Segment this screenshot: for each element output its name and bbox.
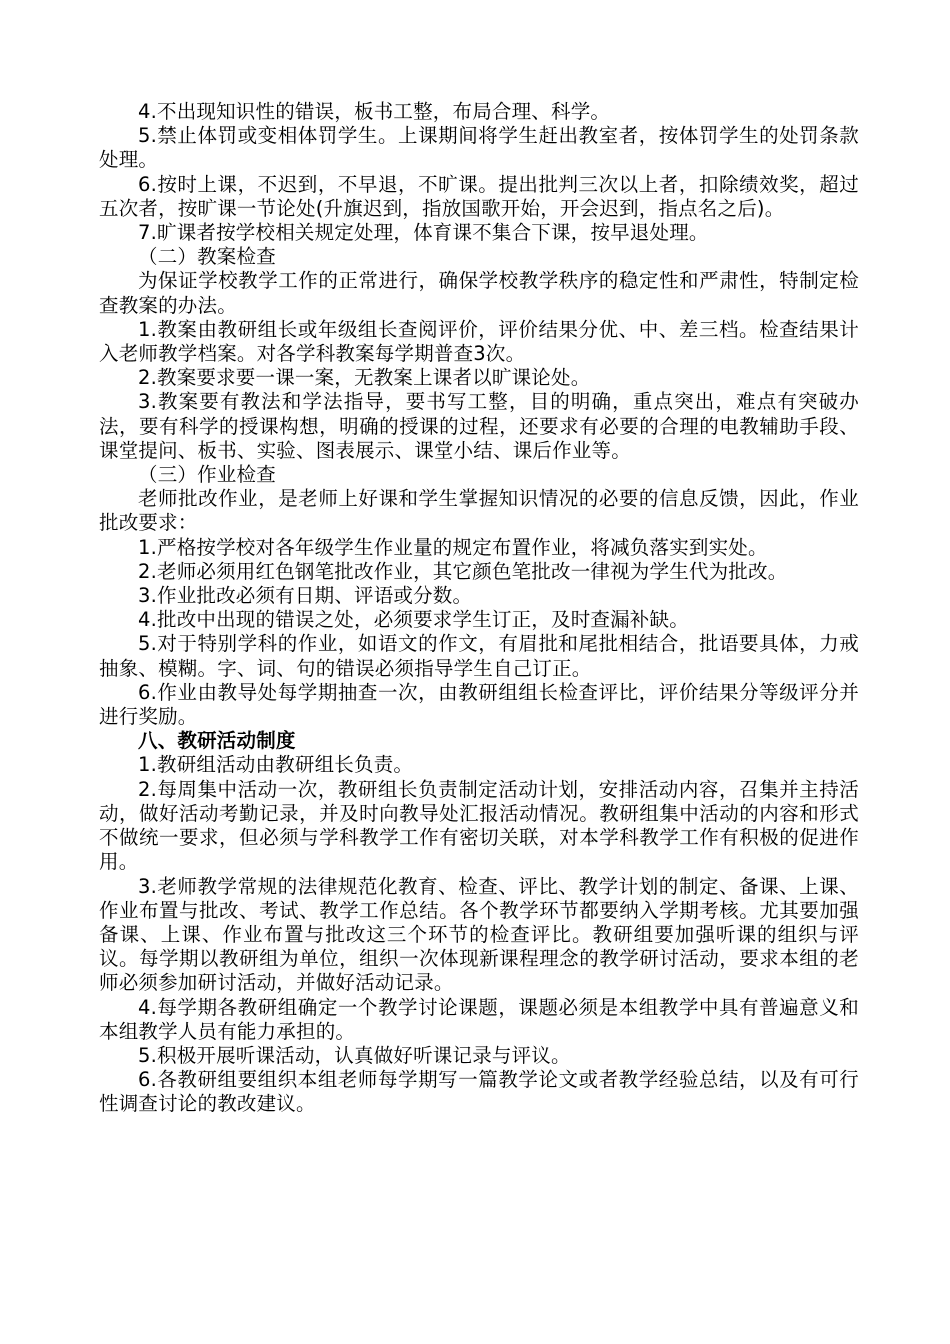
paragraph: 4.批改中出现的错误之处，必须要求学生订正，及时查漏补缺。 xyxy=(138,608,689,632)
paragraph: 6.各教研组要组织本组老师每学期写一篇教学论文或者教学经验总结，以及有可行性调查讨论的教改建议。 xyxy=(99,1068,859,1116)
paragraph: 1.教案由教研组长或年级组长查阅评价，评价结果分优、中、差三档。检查结果计入老师教学档案。对各学科教案每学期普查3次。 xyxy=(99,317,859,366)
paragraph: 7.旷课者按学校相关规定处理，体育课不集合下课，按早退处理。 xyxy=(138,221,709,245)
paragraph: 3.教案要有教法和学法指导，要书写工整，目的明确，重点突出，难点有突破办法，要有科学的授课构想，明确的授课的过程，还要求有必要的合理的电教辅助手段、课堂提问、板书、实验、图表展示、课堂小结、课后作业等。 xyxy=(99,390,859,462)
paragraph: 6.按时上课，不迟到，不早退，不旷课。提出批判三次以上者，扣除绩效奖，超过五次者，按旷课一节论处(升旗迟到，指放国歌开始，开会迟到，指点名之后)。 xyxy=(99,172,859,220)
paragraph: 2.老师必须用红色钢笔批改作业，其它颜色笔批改一律视为学生代为批改。 xyxy=(138,559,788,583)
paragraph: 6.作业由教导处每学期抽查一次，由教研组组长检查评比，评价结果分等级评分并进行奖励。 xyxy=(99,680,859,729)
document-page xyxy=(99,100,859,1117)
paragraph: 2.每周集中活动一次，教研组长负责制定活动计划，安排活动内容，召集并主持活动，做好活动考勤记录，并及时向教导处汇报活动情况。教研组集中活动的内容和形式不做统一要求，但必须与学科教学工作有密切关联，对本学科教学工作有积极的促进作用。 xyxy=(99,777,859,874)
paragraph: 3.老师教学常规的法律规范化教育、检查、评比、教学计划的制定、备课、上课、作业布置与批改、考试、教学工作总结。各个教学环节都要纳入学期考核。尤其要加强备课、上课、作业布置与批改这三个环节的检查评比。教研组要加强听课的组织与评议。每学期以教研组为单位，组织一次体现新课程理念的教学研讨活动，要求本组的老师必须参加研讨活动，并做好活动记录。 xyxy=(99,874,859,995)
paragraph: 3.作业批改必须有日期、评语或分数。 xyxy=(138,584,473,608)
subsection-heading: （三）作业检查 xyxy=(138,463,276,487)
paragraph: 4.每学期各教研组确定一个教学讨论课题，课题必须是本组教学中具有普遍意义和本组教学人员有能力承担的。 xyxy=(99,995,859,1043)
paragraph: 1.教研组活动由教研组长负责。 xyxy=(138,753,414,777)
section-heading: 八、教研活动制度 xyxy=(138,729,296,753)
subsection-heading: （二）教案检查 xyxy=(138,245,276,269)
paragraph: 2.教案要求要一课一案，无教案上课者以旷课论处。 xyxy=(138,366,591,390)
paragraph: 1.严格按学校对各年级学生作业量的规定布置作业，将减负落实到实处。 xyxy=(138,535,768,559)
paragraph: 5.积极开展听课活动，认真做好听课记录与评议。 xyxy=(138,1043,571,1067)
paragraph: 5.对于特别学科的作业，如语文的作文，有眉批和尾批相结合，批语要具体，力戒抽象、模糊。字、词、句的错误必须指导学生自己订正。 xyxy=(99,632,859,680)
paragraph: 老师批改作业，是老师上好课和学生掌握知识情况的必要的信息反馈，因此，作业批改要求： xyxy=(99,487,859,535)
paragraph: 5.禁止体罚或变相体罚学生。上课期间将学生赶出教室者，按体罚学生的处罚条款处理。 xyxy=(99,124,859,172)
paragraph: 4.不出现知识性的错误，板书工整，布局合理、科学。 xyxy=(138,100,611,123)
paragraph: 为保证学校教学工作的正常进行，确保学校教学秩序的稳定性和严肃性，特制定检查教案的办法。 xyxy=(99,269,859,317)
